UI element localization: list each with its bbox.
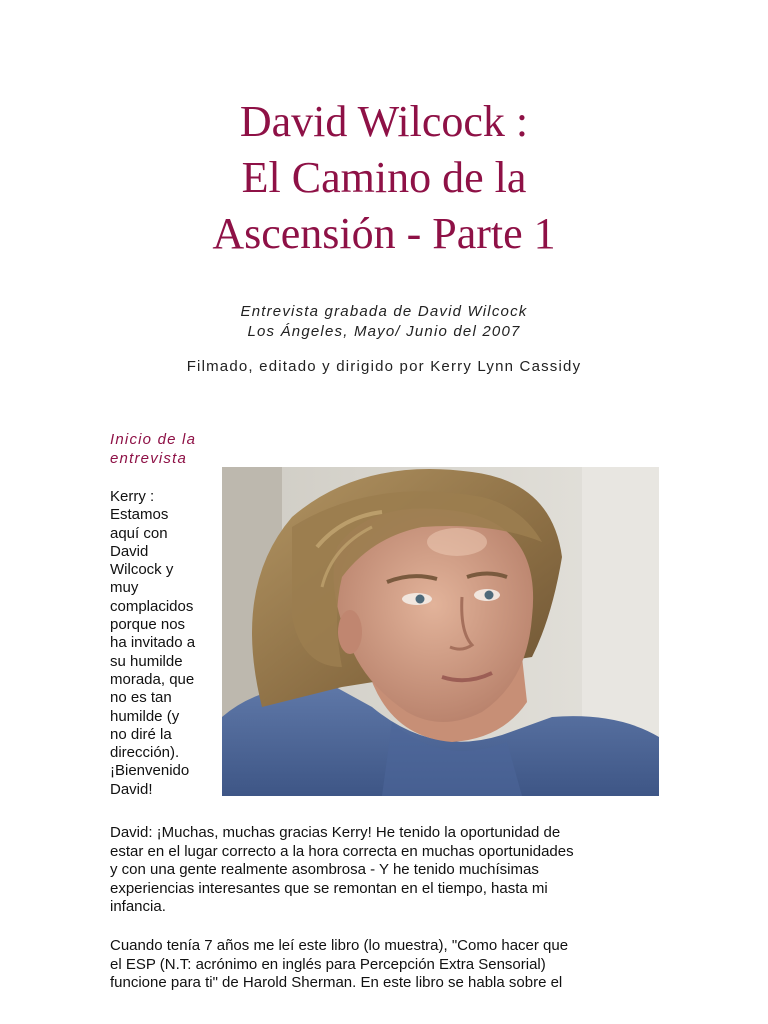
title-line: Ascensión - Parte 1 (212, 209, 556, 258)
text-line: experiencias interesantes que se remontan en el tiempo, hasta mi (110, 879, 548, 897)
text-line: dirección). (110, 744, 180, 762)
section-heading (110, 430, 230, 468)
document-title (0, 94, 768, 262)
text-line: y con una gente realmente asombrosa - Y he tenido muchísimas (110, 861, 539, 878)
text-line: el ESP (N.T: acrónimo en inglés para Percepción Extra Sensorial) (110, 955, 546, 973)
text-line: aquí con (110, 524, 168, 542)
text-line: Wilcock y (110, 561, 174, 579)
document-subtitle (0, 302, 768, 342)
text-line: infancia. (110, 898, 166, 915)
text-line: porque nos (110, 616, 186, 634)
subtitle-line: Entrevista grabada de David Wilcock (240, 303, 528, 320)
text-line: no diré la (110, 725, 172, 743)
paragraph-book-story (110, 937, 670, 993)
text-line: funcione para ti" de Harold Sherman. En este libro se habla sobre el (110, 974, 563, 991)
portrait-photo (222, 467, 659, 796)
text-line: no es tan (110, 689, 172, 707)
text-line: su humilde (110, 652, 183, 670)
text-line: Cuando tenía 7 años me leí este libro (lo muestra), "Como hacer que (110, 937, 569, 954)
text-line: Estamos (110, 506, 169, 524)
text-line: muy (110, 579, 139, 597)
text-line: Kerry : (110, 488, 155, 505)
section-heading-line: Inicio de la (110, 431, 197, 448)
title-line: El Camino de la (241, 153, 527, 202)
text-line: humilde (y (110, 707, 180, 725)
title-line: David Wilcock : (239, 97, 529, 146)
text-line: complacidos (110, 597, 194, 615)
text-line: David! (110, 780, 153, 798)
text-line: ha invitado a (110, 634, 196, 652)
text-line: estar en el lugar correcto a la hora correcta en muchas oportunidades (110, 842, 574, 860)
text-line: ¡Bienvenido (110, 762, 190, 780)
section-heading-line: entrevista (110, 450, 188, 467)
text-line: David (110, 542, 149, 560)
subtitle-line: Los Ángeles, Mayo/ Junio del 2007 (247, 323, 521, 340)
paragraph-david-response (110, 824, 670, 917)
credits-line: Filmado, editado y dirigido por Kerry Lynn Cassidy (186, 358, 582, 375)
text-line: David: ¡Muchas, muchas gracias Kerry! He tenido la oportunidad de (110, 824, 561, 841)
wrapped-text-column (110, 488, 218, 799)
text-line: morada, que (110, 670, 195, 688)
